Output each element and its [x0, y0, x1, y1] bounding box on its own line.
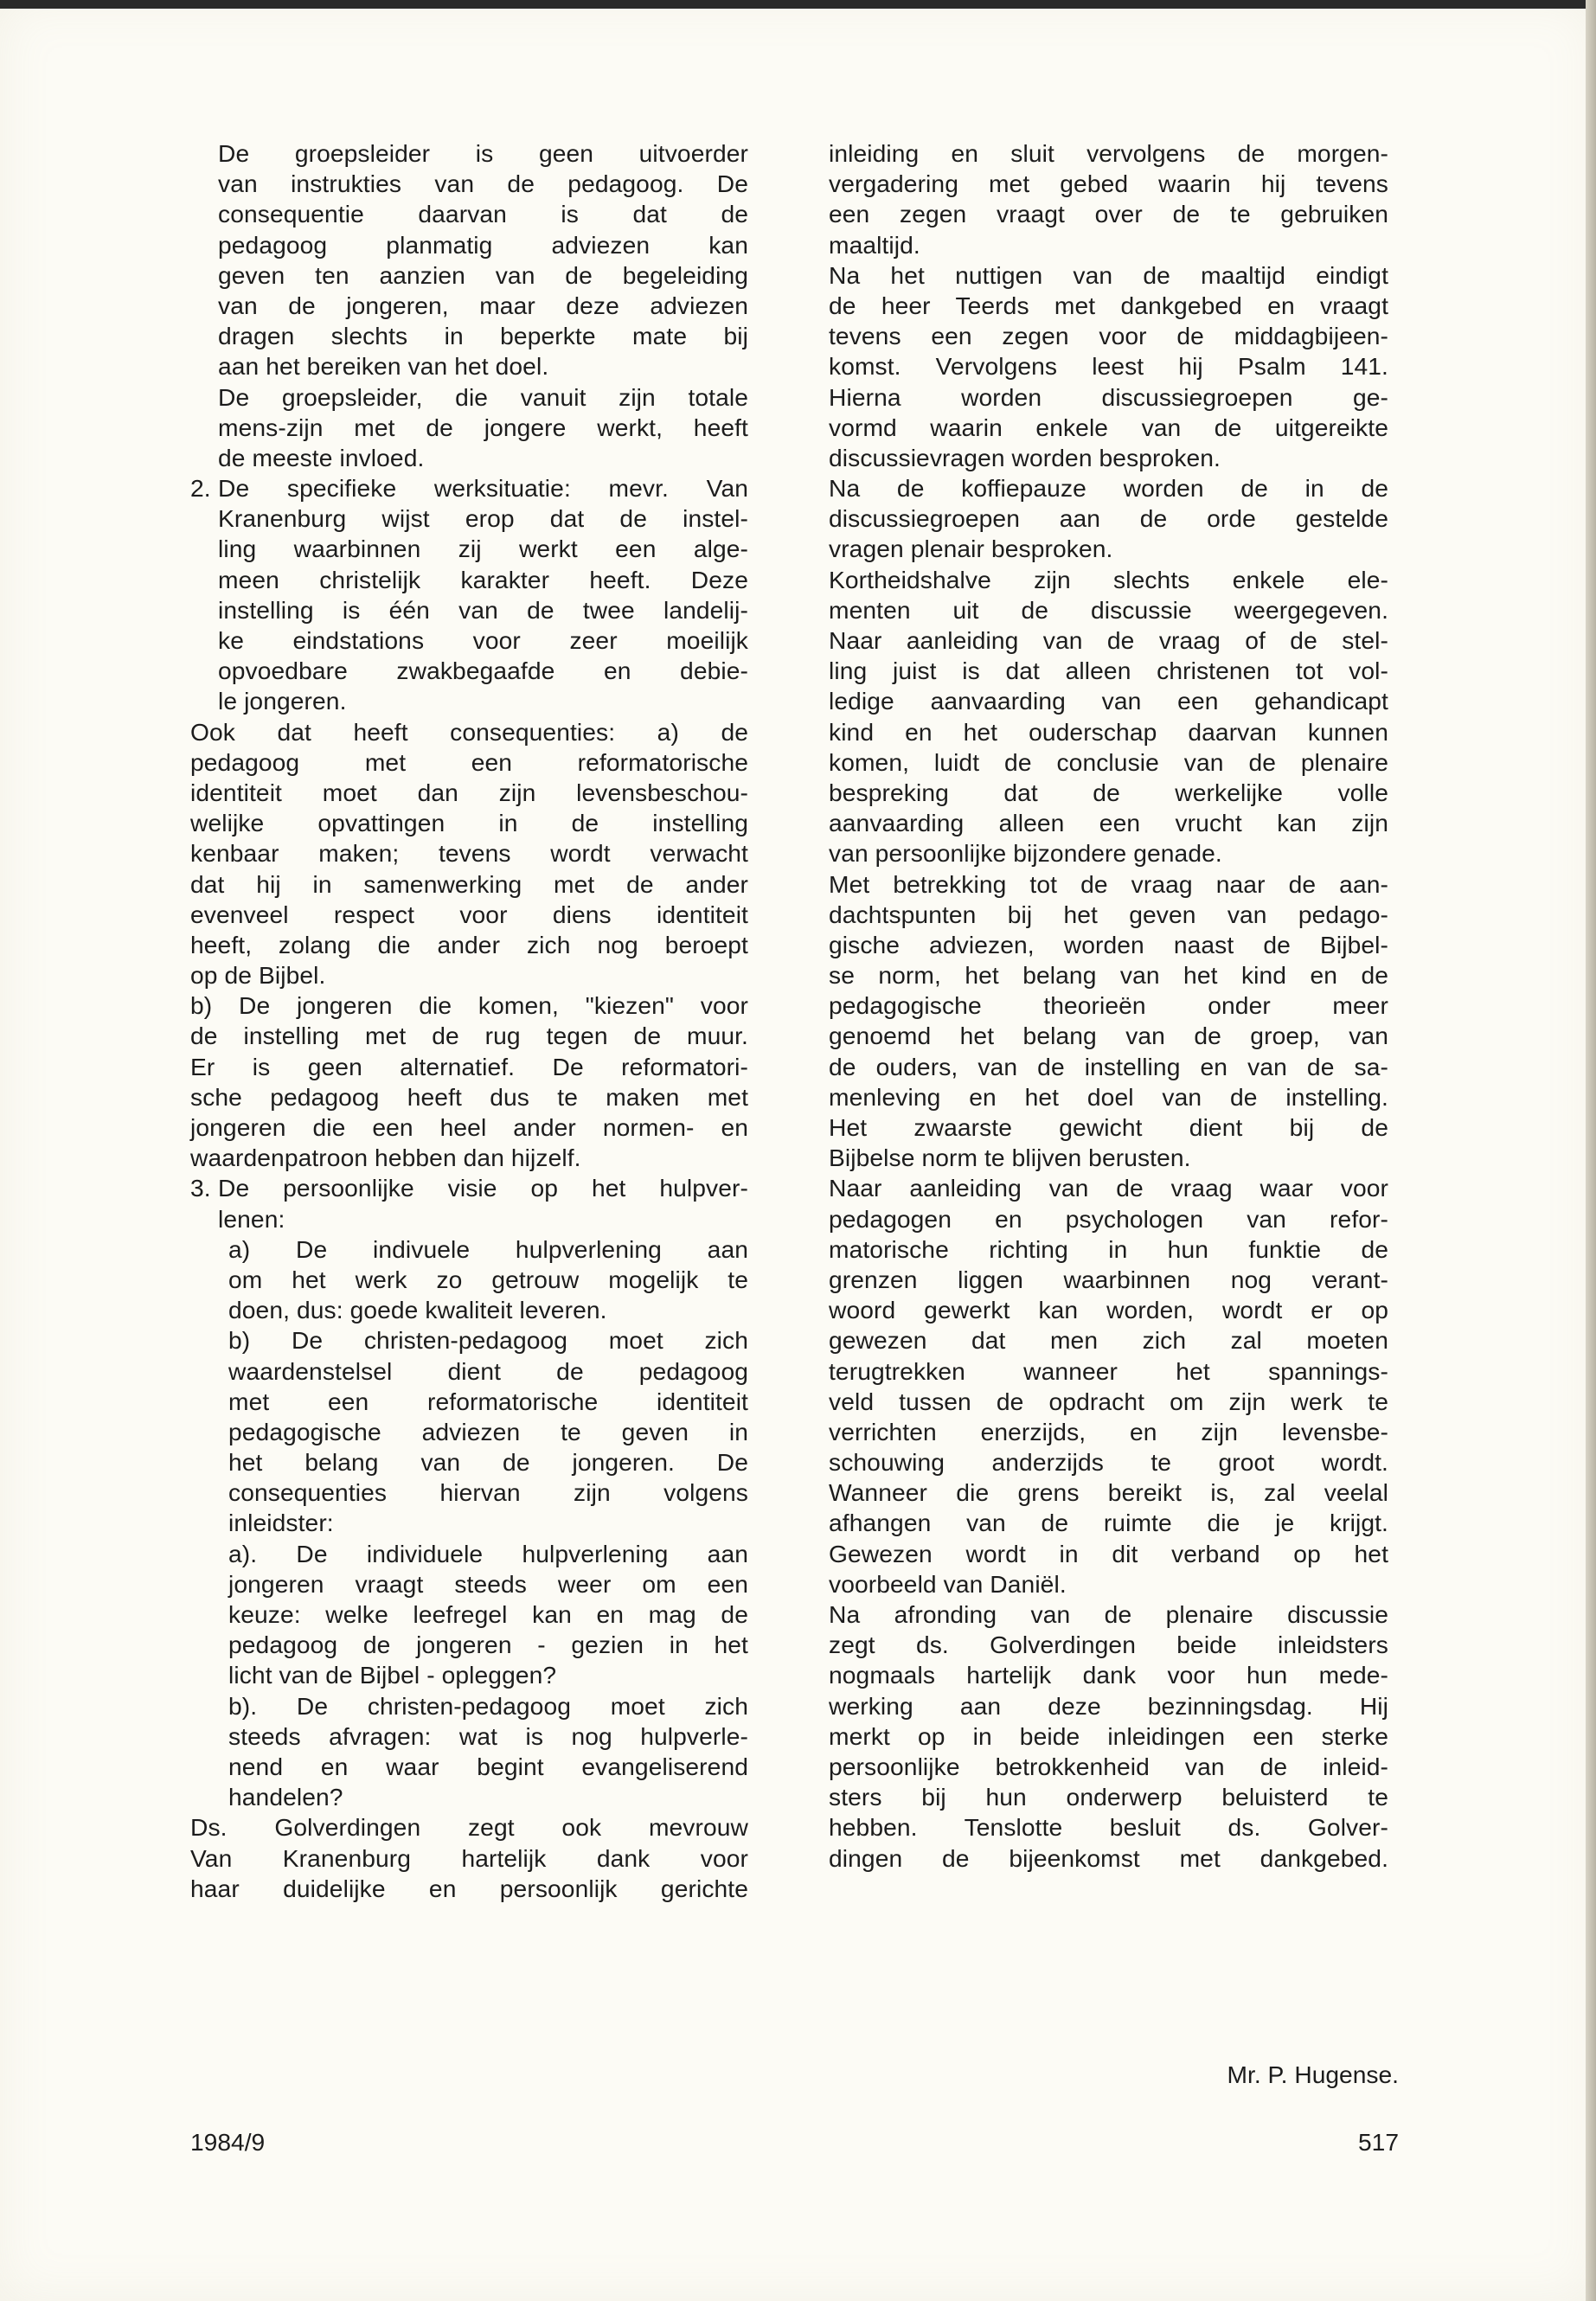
text-line [190, 1508, 748, 1538]
text-line [190, 1082, 748, 1112]
line-text: discussievragen worden besproken. [829, 443, 1221, 471]
line-text: om het werk zo getrouw mogelijk te [228, 1265, 748, 1293]
line-text: menleving en het doel van de instelling. [829, 1082, 1388, 1111]
line-text: mens-zijn met de jongere werkt, heeft [218, 413, 748, 441]
text-line [829, 413, 1388, 443]
line-text: consequenties hiervan zijn volgens [228, 1478, 748, 1507]
line-text: gewezen dat men zich zal moeten [829, 1326, 1388, 1355]
text-line [190, 930, 748, 960]
line-text: Na het nuttigen van de maaltijd eindigt [829, 260, 1388, 289]
line-text: keuze: welke leefregel kan en mag de [228, 1600, 748, 1628]
text-line [829, 351, 1388, 381]
line-text: het belang van de jongeren. De [228, 1448, 748, 1477]
line-text: heeft, zolang die ander zich nog beroept [190, 930, 748, 958]
line-text: De persoonlijke visie op het hulpver- [218, 1174, 748, 1202]
text-line [829, 1447, 1388, 1477]
line-text: aan het bereiken van het doel. [218, 352, 549, 381]
text-line [190, 717, 748, 747]
text-line [190, 1630, 748, 1660]
line-text: komst. Vervolgens leest hij Psalm 141. [829, 352, 1388, 381]
text-line [190, 1599, 748, 1630]
text-line [829, 1265, 1388, 1295]
text-line [829, 1752, 1388, 1782]
text-line [829, 565, 1388, 595]
text-line [829, 778, 1388, 808]
line-text: Het zwaarste gewicht dient bij de [829, 1113, 1388, 1141]
line-text: pedagoog de jongeren - gezien in het [228, 1631, 748, 1659]
line-text: Naar aanleiding van de vraag of de stel- [829, 626, 1388, 654]
text-line [829, 260, 1388, 291]
text-line [190, 503, 748, 534]
issue-number: 1984/9 [190, 2128, 266, 2156]
line-text: instelling is één van de twee landelij- [218, 595, 748, 624]
text-line [829, 1660, 1388, 1690]
text-line [829, 1721, 1388, 1752]
text-line [829, 1295, 1388, 1325]
text-line [190, 1874, 748, 1904]
text-line [829, 230, 1388, 260]
line-text: maaltijd. [829, 230, 920, 259]
line-text: op de Bijbel. [190, 961, 326, 990]
text-line [190, 1021, 748, 1051]
line-text: gische adviezen, worden naast de Bijbel- [829, 930, 1388, 958]
text-line [829, 747, 1388, 778]
line-text: woord gewerkt kan worden, wordt er op [829, 1296, 1388, 1324]
text-line [829, 960, 1388, 990]
line-text: inleidster: [228, 1509, 334, 1537]
line-text: van instrukties van de pedagoog. De [218, 170, 748, 198]
text-line [190, 321, 748, 351]
line-text: ling waarbinnen zij werkt een alge- [218, 535, 748, 563]
text-line [190, 534, 748, 564]
line-text: zegt ds. Golverdingen beide inleidsters [829, 1631, 1388, 1659]
line-text: bespreking dat de werkelijke volle [829, 778, 1388, 806]
text-line [829, 1356, 1388, 1387]
line-text: vragen plenair besproken. [829, 535, 1113, 563]
line-text: menten uit de discussie weergegeven. [829, 595, 1388, 624]
line-text: aanvaarding alleen een vrucht kan zijn [829, 809, 1388, 837]
line-text: genoemd het belang van de groep, van [829, 1022, 1388, 1050]
line-text: van persoonlijke bijzondere genade. [829, 839, 1222, 868]
list-number: 2. [190, 474, 211, 503]
text-line [190, 473, 748, 503]
line-text: sters bij hun onderwerp beluisterd te [829, 1783, 1388, 1811]
line-text: lenen: [218, 1204, 285, 1233]
line-text: veld tussen de opdracht om zijn werk te [829, 1387, 1388, 1415]
text-line [829, 1143, 1388, 1173]
line-text: Wanneer die grens bereikt is, zal veelal [829, 1478, 1388, 1507]
line-text: welijke opvattingen in de instelling [190, 809, 748, 837]
text-line [190, 1569, 748, 1599]
line-text: ledige aanvaarding van een gehandicapt [829, 687, 1388, 715]
line-text: tevens een zegen voor de middagbijeen- [829, 322, 1388, 350]
text-line [190, 900, 748, 930]
text-line [829, 534, 1388, 564]
line-text: de heer Teerds met dankgebed en vraagt [829, 291, 1388, 319]
text-line [190, 1782, 748, 1812]
text-line [829, 1204, 1388, 1234]
line-text: waardenpatroon hebben dan hijzelf. [190, 1144, 581, 1172]
line-text: De groepsleider is geen uitvoerder [218, 139, 748, 167]
text-line [829, 1691, 1388, 1721]
text-line [190, 138, 748, 169]
line-text: Hierna worden discussiegroepen ge- [829, 382, 1388, 411]
text-line [190, 1204, 748, 1234]
line-text: Na afronding van de plenaire discussie [829, 1600, 1388, 1628]
list-number: 3. [190, 1174, 211, 1202]
line-text: a). De individuele hulpverlening aan [228, 1539, 748, 1567]
text-line [190, 686, 748, 716]
line-text: voorbeeld van Daniël. [829, 1569, 1067, 1598]
line-text: grenzen liggen waarbinnen nog verant- [829, 1265, 1388, 1293]
text-line [829, 1417, 1388, 1447]
line-text: dingen de bijeenkomst met dankgebed. [829, 1843, 1388, 1872]
text-line [829, 199, 1388, 229]
text-line [190, 1752, 748, 1782]
text-line [829, 1387, 1388, 1417]
text-line [190, 1325, 748, 1356]
line-text: pedagogische adviezen te geven in [228, 1417, 748, 1445]
text-line [829, 1477, 1388, 1508]
line-text: meen christelijk karakter heeft. Deze [218, 565, 748, 593]
text-line [190, 1143, 748, 1173]
line-text: se norm, het belang van het kind en de [829, 961, 1388, 990]
line-text: schouwing anderzijds te groot wordt. [829, 1448, 1388, 1477]
text-line [829, 1021, 1388, 1051]
text-line [829, 990, 1388, 1021]
text-line [829, 930, 1388, 960]
text-line [829, 1539, 1388, 1569]
line-text: steeds afvragen: wat is nog hulpverle- [228, 1721, 748, 1750]
line-text: vergadering met gebed waarin hij tevens [829, 170, 1388, 198]
line-text: vormd waarin enkele van de uitgereikte [829, 413, 1388, 441]
author-signature: Mr. P. Hugense. [1227, 2061, 1399, 2088]
line-text: de meeste invloed. [218, 443, 425, 471]
text-line [190, 1052, 748, 1082]
line-text: met een reformatorische identiteit [228, 1387, 748, 1415]
text-line [190, 1356, 748, 1387]
line-text: merkt op in beide inleidingen een sterke [829, 1721, 1388, 1750]
text-line [829, 595, 1388, 625]
line-text: licht van de Bijbel - opleggen? [228, 1661, 557, 1689]
line-text: terugtrekken wanneer het spannings- [829, 1356, 1388, 1385]
text-line [829, 1630, 1388, 1660]
line-text: kind en het ouderschap daarvan kunnen [829, 717, 1388, 746]
text-line [190, 1417, 748, 1447]
line-text: werking aan deze bezinningsdag. Hij [829, 1691, 1388, 1720]
line-text: een zegen vraagt over de te gebruiken [829, 200, 1388, 228]
text-line [190, 778, 748, 808]
text-line [829, 686, 1388, 716]
text-line [190, 1660, 748, 1690]
line-text: a) De indivuele hulpverlening aan [228, 1234, 748, 1263]
line-text: Na de koffiepauze worden de in de [829, 474, 1388, 503]
text-line [190, 1691, 748, 1721]
line-text: De groepsleider, die vanuit zijn totale [218, 382, 748, 411]
line-text: de ouders, van de instelling en van de sa- [829, 1052, 1388, 1080]
text-line [190, 747, 748, 778]
text-line [829, 443, 1388, 473]
text-line [190, 291, 748, 321]
text-line [829, 473, 1388, 503]
line-text: ke eindstations voor zeer moeilijk [218, 626, 748, 654]
text-line [190, 1234, 748, 1265]
line-text: Met betrekking tot de vraag naar de aan- [829, 869, 1388, 898]
text-line [190, 990, 748, 1021]
line-text: van de jongeren, maar deze adviezen [218, 291, 748, 319]
text-line [829, 1569, 1388, 1599]
text-line [829, 169, 1388, 199]
line-text: dat hij in samenwerking met de ander [190, 869, 748, 898]
text-line [829, 1234, 1388, 1265]
line-text: Gewezen wordt in dit verband op het [829, 1539, 1388, 1567]
line-text: sche pedagoog heeft dus te maken met [190, 1082, 748, 1111]
text-line [190, 808, 748, 838]
text-line [190, 443, 748, 473]
text-line [190, 169, 748, 199]
line-text: Bijbelse norm te blijven berusten. [829, 1144, 1191, 1172]
text-line [190, 1265, 748, 1295]
line-text: pedagoog met een reformatorische [190, 747, 748, 776]
line-text: b). De christen-pedagoog moet zich [228, 1691, 748, 1720]
text-line [190, 625, 748, 656]
line-text: Van Kranenburg hartelijk dank voor [190, 1843, 748, 1872]
line-text: opvoedbare zwakbegaafde en debie- [218, 657, 748, 685]
line-text: pedagogische theorieën onder meer [829, 991, 1388, 1020]
text-line [190, 351, 748, 381]
text-line [829, 321, 1388, 351]
text-line [829, 1082, 1388, 1112]
text-line [829, 291, 1388, 321]
text-line [829, 1173, 1388, 1203]
line-text: Er is geen alternatief. De reformatori- [190, 1052, 748, 1080]
line-text: Kranenburg wijst erop dat de instel- [218, 504, 748, 533]
line-text: afhangen van de ruimte die je krijgt. [829, 1509, 1388, 1537]
line-text: dragen slechts in beperkte mate bij [218, 322, 748, 350]
text-line [829, 1782, 1388, 1812]
line-text: Naar aanleiding van de vraag waar voor [829, 1174, 1388, 1202]
text-line [190, 565, 748, 595]
line-text: pedagogen en psychologen van refor- [829, 1204, 1388, 1233]
text-line [190, 1447, 748, 1477]
text-line [829, 869, 1388, 900]
left-text-column [190, 138, 748, 1904]
text-line [829, 1052, 1388, 1082]
text-line [829, 625, 1388, 656]
text-line [190, 1477, 748, 1508]
text-line [829, 1812, 1388, 1843]
line-text: consequentie daarvan is dat de [218, 200, 748, 228]
line-text: waardenstelsel dient de pedagoog [228, 1356, 748, 1385]
text-line [829, 717, 1388, 747]
text-line [190, 838, 748, 868]
line-text: De specifieke werksituatie: mevr. Van [218, 474, 748, 503]
line-text: ling juist is dat alleen christenen tot vol- [829, 657, 1388, 685]
line-text: le jongeren. [218, 687, 347, 715]
line-text: doen, dus: goede kwaliteit leveren. [228, 1296, 607, 1324]
text-line [829, 138, 1388, 169]
line-text: de instelling met de rug tegen de muur. [190, 1022, 748, 1050]
text-line [829, 900, 1388, 930]
line-text: discussiegroepen aan de orde gestelde [829, 504, 1388, 533]
scan-top-edge [0, 0, 1596, 9]
line-text: kenbaar maken; tevens wordt verwacht [190, 839, 748, 868]
text-line [190, 1843, 748, 1874]
text-line [829, 1843, 1388, 1874]
line-text: Kortheidshalve zijn slechts enkele ele- [829, 565, 1388, 593]
text-line [190, 230, 748, 260]
text-line [829, 1112, 1388, 1143]
line-text: b) De christen-pedagoog moet zich [228, 1326, 748, 1355]
line-text: handelen? [228, 1783, 343, 1811]
line-text: b) De jongeren die komen, "kiezen" voor [190, 991, 748, 1020]
text-line [190, 1112, 748, 1143]
line-text: identiteit moet dan zijn levensbeschou- [190, 778, 748, 806]
text-line [829, 656, 1388, 686]
line-text: matorische richting in hun funktie de [829, 1234, 1388, 1263]
text-line [190, 1173, 748, 1203]
line-text: evenveel respect voor diens identiteit [190, 900, 748, 928]
line-text: haar duidelijke en persoonlijk gerichte [190, 1874, 748, 1902]
text-line [190, 260, 748, 291]
text-line [190, 1387, 748, 1417]
text-line [190, 1812, 748, 1843]
text-line [829, 503, 1388, 534]
line-text: nogmaals hartelijk dank voor hun mede- [829, 1661, 1388, 1689]
text-line [829, 838, 1388, 868]
text-line [190, 656, 748, 686]
text-line [190, 960, 748, 990]
scan-right-edge [1586, 0, 1596, 2301]
line-text: jongeren vraagt steeds weer om een [228, 1569, 748, 1598]
text-line [829, 382, 1388, 413]
text-line [190, 595, 748, 625]
line-text: persoonlijke betrokkenheid van de inleid- [829, 1752, 1388, 1780]
text-line [190, 1539, 748, 1569]
right-text-column [829, 138, 1388, 1874]
text-line [829, 808, 1388, 838]
text-line [190, 869, 748, 900]
text-line [190, 382, 748, 413]
page-number: 517 [1357, 2128, 1399, 2156]
line-text: nend en waar begint evangeliserend [228, 1752, 748, 1780]
line-text: pedagoog planmatig adviezen kan [218, 230, 748, 259]
line-text: hebben. Tenslotte besluit ds. Golver- [829, 1813, 1388, 1842]
text-line [190, 413, 748, 443]
line-text: geven ten aanzien van de begeleiding [218, 260, 748, 289]
text-line [829, 1599, 1388, 1630]
text-line [190, 1721, 748, 1752]
line-text: dachtspunten bij het geven van pedago- [829, 900, 1388, 928]
text-line [829, 1508, 1388, 1538]
line-text: jongeren die een heel ander normen- en [190, 1113, 748, 1141]
text-line [829, 1325, 1388, 1356]
line-text: Ds. Golverdingen zegt ook mevrouw [190, 1813, 748, 1842]
text-line [190, 199, 748, 229]
line-text: komen, luidt de conclusie van de plenaire [829, 747, 1388, 776]
line-text: verrichten enerzijds, en zijn levensbe- [829, 1417, 1388, 1445]
line-text: inleiding en sluit vervolgens de morgen- [829, 139, 1388, 167]
line-text: Ook dat heeft consequenties: a) de [190, 717, 748, 746]
text-line [190, 1295, 748, 1325]
